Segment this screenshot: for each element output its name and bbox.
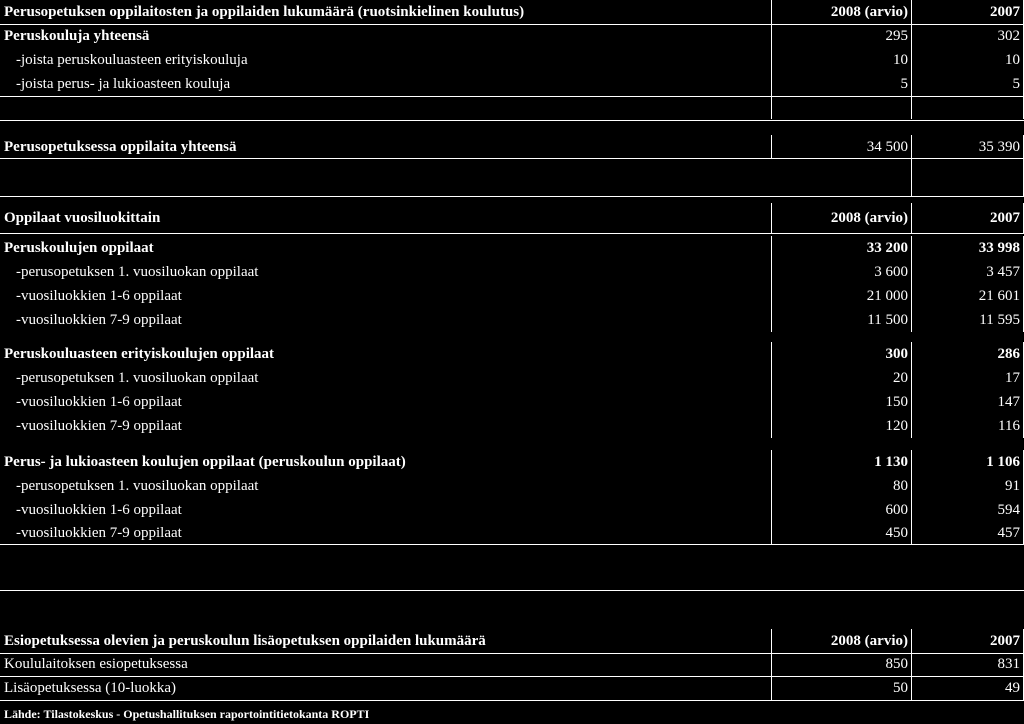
table-row [0,652,1024,677]
table-row [0,72,1024,96]
group-title-label: Peruskouluasteen erityiskoulujen oppilaat [0,342,772,366]
row-label: Lisäopetuksessa (10-luokka) [0,676,772,700]
row-value-b: 457 [912,522,1024,544]
row-label: -joista peruskouluasteen erityiskouluja [0,48,772,72]
row-value-b: 91 [912,474,1024,498]
row-value-b: 116 [912,414,1024,438]
row-label: Koululaitoksen esiopetuksessa [0,652,772,676]
section4-header-col-b: 2007 [912,629,1024,653]
group-title-row [0,236,1024,260]
row-label: Peruskouluja yhteensä [0,24,772,48]
group-title-b: 1 106 [912,450,1024,474]
row-value-b: 3 457 [912,260,1024,284]
row-label: -joista perus- ja lukioasteen kouluja [0,72,772,96]
row-value-a: 150 [772,390,912,414]
table-row [0,414,1024,438]
table-row [0,366,1024,390]
row-value-a: 21 000 [772,284,912,308]
row-value-a: 5 [772,72,912,96]
row-label: -perusopetuksen 1. vuosiluokan oppilaat [0,474,772,498]
total-label: Perusopetuksessa oppilaita yhteensä [0,135,772,159]
row-value-b: 11 595 [912,308,1024,332]
total-row [0,120,1024,159]
total-value-a: 34 500 [772,135,912,159]
section4-header-col-a: 2008 (arvio) [772,629,912,653]
row-value-a: 600 [772,498,912,522]
table-row [0,308,1024,332]
row-value-a: 120 [772,414,912,438]
row-value-b: 594 [912,498,1024,522]
section1-header-label: Perusopetuksen oppilaitosten ja oppilaiden lukumäärä (ruotsinkielinen koulutus) [0,0,772,24]
section3-header-col-a: 2008 (arvio) [772,203,912,233]
section1-header-col-b: 2007 [912,0,1024,24]
total-value-b: 35 390 [912,135,1024,159]
table-row [0,498,1024,522]
spacer-row [0,158,1024,197]
group-title-label: Peruskoulujen oppilaat [0,236,772,260]
row-label: -vuosiluokkien 7-9 oppilaat [0,522,772,544]
group-title-label: Perus- ja lukioasteen koulujen oppilaat (peruskoulun oppilaat) [0,450,772,474]
table-row [0,284,1024,308]
section3-header-col-b: 2007 [912,203,1024,233]
section1-header-row [0,0,1024,25]
section4-header-row [0,590,1024,654]
row-value-a: 850 [772,652,912,676]
group-title-a: 300 [772,342,912,366]
row-value-a: 80 [772,474,912,498]
table-row [0,260,1024,284]
group-title-row [0,450,1024,474]
row-value-a: 450 [772,522,912,544]
row-value-a: 3 600 [772,260,912,284]
row-label: -vuosiluokkien 1-6 oppilaat [0,498,772,522]
row-value-a: 295 [772,24,912,48]
section1-header-col-a: 2008 (arvio) [772,0,912,24]
row-value-a: 20 [772,366,912,390]
spacer-row [0,96,1024,119]
group-title-a: 33 200 [772,236,912,260]
row-value-b: 49 [912,676,1024,700]
table-row [0,522,1024,545]
group-title-a: 1 130 [772,450,912,474]
table-row [0,474,1024,498]
row-value-b: 21 601 [912,284,1024,308]
group-title-row [0,342,1024,366]
group-title-b: 286 [912,342,1024,366]
section3-header-row [0,196,1024,234]
table-row [0,390,1024,414]
row-label: -vuosiluokkien 1-6 oppilaat [0,284,772,308]
group-title-b: 33 998 [912,236,1024,260]
row-value-a: 10 [772,48,912,72]
row-value-b: 147 [912,390,1024,414]
table-row [0,48,1024,72]
row-value-a: 11 500 [772,308,912,332]
row-value-b: 831 [912,652,1024,676]
row-label: -vuosiluokkien 1-6 oppilaat [0,390,772,414]
row-label: -vuosiluokkien 7-9 oppilaat [0,414,772,438]
row-value-b: 17 [912,366,1024,390]
section4-header-label: Esiopetuksessa olevien ja peruskoulun lisäopetuksen oppilaiden lukumäärä [0,629,772,653]
row-value-b: 5 [912,72,1024,96]
row-label: -perusopetuksen 1. vuosiluokan oppilaat [0,260,772,284]
source-note: Lähde: Tilastokeskus - Opetushallituksen raportointitietokanta ROPTI [4,707,370,721]
row-label: -perusopetuksen 1. vuosiluokan oppilaat [0,366,772,390]
section3-header-label: Oppilaat vuosiluokittain [0,203,772,233]
row-value-b: 10 [912,48,1024,72]
row-value-b: 302 [912,24,1024,48]
table-row [0,676,1024,701]
row-value-a: 50 [772,676,912,700]
table-row [0,24,1024,48]
row-label: -vuosiluokkien 7-9 oppilaat [0,308,772,332]
